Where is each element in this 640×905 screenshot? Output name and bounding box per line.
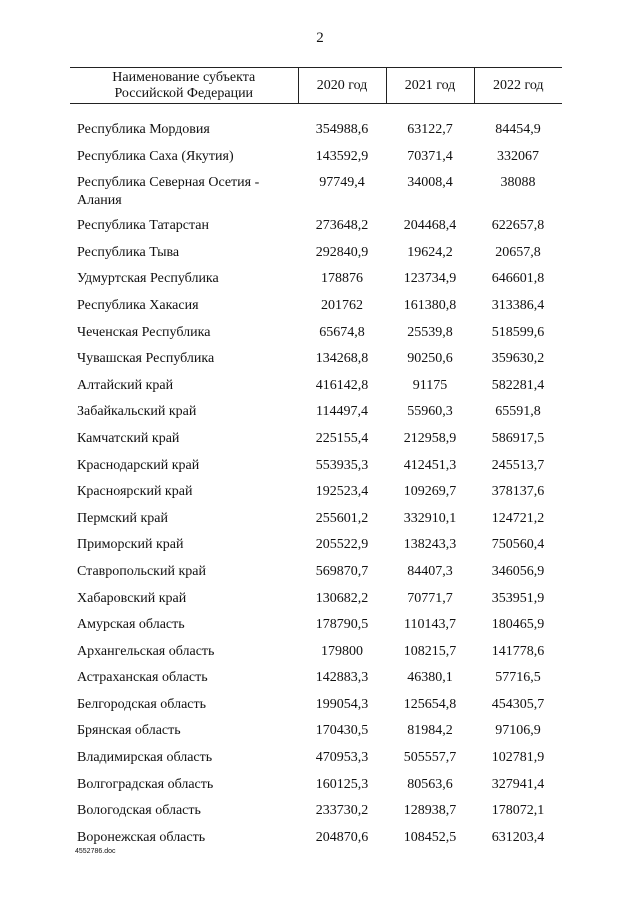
value-2022-cell: 353951,9 bbox=[491, 590, 545, 606]
value-2020-cell: 160125,3 bbox=[315, 776, 369, 792]
table-row bbox=[70, 640, 562, 667]
value-2020-cell: 178876 bbox=[321, 271, 363, 287]
table-row bbox=[70, 427, 562, 454]
value-2021-cell: 46380,1 bbox=[407, 670, 453, 686]
value-2020-cell: 569870,7 bbox=[315, 563, 369, 579]
region-name-cell: Республика Хакасия bbox=[77, 297, 199, 313]
value-2022-cell: 582281,4 bbox=[491, 377, 545, 393]
value-2021-cell: 125654,8 bbox=[403, 696, 457, 712]
table-row bbox=[70, 560, 562, 587]
value-2022-cell: 622657,8 bbox=[491, 218, 545, 234]
value-2021-cell: 161380,8 bbox=[403, 297, 457, 313]
table-body bbox=[70, 104, 562, 853]
value-2021-cell: 412451,3 bbox=[403, 457, 457, 473]
table-row bbox=[70, 267, 562, 294]
region-name-cell: Владимирская область bbox=[77, 750, 213, 766]
value-2021-cell: 90250,6 bbox=[407, 351, 453, 367]
region-name-cell: Амурская область bbox=[77, 617, 185, 633]
value-2020-cell: 143592,9 bbox=[315, 148, 369, 164]
value-2022-cell: 180465,9 bbox=[491, 617, 545, 633]
value-2022-cell: 245513,7 bbox=[491, 457, 545, 473]
value-2020-cell: 199054,3 bbox=[315, 696, 369, 712]
value-2021-cell: 25539,8 bbox=[407, 324, 453, 340]
table-row bbox=[70, 773, 562, 800]
table-row bbox=[70, 587, 562, 614]
table-row bbox=[70, 507, 562, 534]
region-name-cell: Алтайский край bbox=[77, 377, 174, 393]
value-2020-cell: 130682,2 bbox=[315, 590, 369, 606]
value-2020-cell: 273648,2 bbox=[315, 218, 369, 234]
value-2020-cell: 97749,4 bbox=[319, 175, 365, 191]
value-2022-cell: 750560,4 bbox=[491, 537, 545, 553]
region-name-cell: Воронежская область bbox=[77, 829, 206, 845]
table-row bbox=[70, 214, 562, 241]
value-2020-cell: 292840,9 bbox=[315, 244, 369, 260]
header-year-2020: 2020 год bbox=[298, 68, 386, 104]
value-2021-cell: 70371,4 bbox=[407, 148, 453, 164]
value-2022-cell: 327941,4 bbox=[491, 776, 545, 792]
value-2022-cell: 124721,2 bbox=[491, 510, 545, 526]
value-2021-cell: 123734,9 bbox=[403, 271, 457, 287]
value-2020-cell: 134268,8 bbox=[315, 351, 369, 367]
region-name-cell: Белгородская область bbox=[77, 696, 207, 712]
value-2022-cell: 631203,4 bbox=[491, 829, 545, 845]
table-row bbox=[70, 746, 562, 773]
region-name-cell: Республика Тыва bbox=[77, 244, 180, 260]
region-name-cell: Удмуртская Республика bbox=[77, 271, 219, 287]
value-2022-cell: 332067 bbox=[497, 148, 539, 164]
region-name-cell: Хабаровский край bbox=[77, 590, 187, 606]
table-row bbox=[70, 294, 562, 321]
region-name-cell: Чувашская Республика bbox=[77, 351, 215, 367]
value-2022-cell: 102781,9 bbox=[491, 750, 545, 766]
page-number: 2 bbox=[316, 30, 324, 46]
table-row bbox=[70, 613, 562, 640]
region-name-cell: Республика Саха (Якутия) bbox=[77, 148, 234, 164]
value-2021-cell: 81984,2 bbox=[407, 723, 453, 739]
value-2020-cell: 553935,3 bbox=[315, 457, 369, 473]
header-year-2021: 2021 год bbox=[386, 68, 474, 104]
value-2021-cell: 34008,4 bbox=[407, 175, 453, 191]
value-2020-cell: 192523,4 bbox=[315, 484, 369, 500]
region-name-cell: Республика Северная Осетия - Алания bbox=[77, 175, 260, 209]
region-name-cell: Архангельская область bbox=[77, 643, 215, 659]
value-2022-cell: 359630,2 bbox=[491, 351, 545, 367]
region-name-cell: Краснодарский край bbox=[77, 457, 200, 473]
table-row bbox=[70, 454, 562, 481]
value-2020-cell: 225155,4 bbox=[315, 430, 369, 446]
region-name-cell: Брянская область bbox=[77, 723, 181, 739]
table-row bbox=[70, 118, 562, 145]
document-id: 4552786.doc bbox=[75, 848, 116, 855]
value-2021-cell: 80563,6 bbox=[407, 776, 453, 792]
value-2022-cell: 84454,9 bbox=[495, 122, 541, 137]
value-2021-cell: 91175 bbox=[412, 377, 448, 393]
value-2022-cell: 20657,8 bbox=[495, 244, 541, 260]
value-2020-cell: 201762 bbox=[321, 297, 363, 313]
value-2022-cell: 586917,5 bbox=[491, 430, 545, 446]
table-row bbox=[70, 241, 562, 268]
region-name-cell: Вологодская область bbox=[77, 803, 201, 819]
table-row bbox=[70, 145, 562, 172]
value-2020-cell: 114497,4 bbox=[316, 404, 368, 420]
region-name-cell: Волгоградская область bbox=[77, 776, 214, 792]
region-name-cell: Ставропольский край bbox=[77, 563, 206, 579]
value-2021-cell: 19624,2 bbox=[407, 244, 453, 260]
table-row bbox=[70, 171, 562, 214]
header-region-line1: Наименование субъекта bbox=[112, 69, 256, 85]
value-2022-cell: 518599,6 bbox=[491, 324, 545, 340]
table-row bbox=[70, 347, 562, 374]
table-row bbox=[70, 480, 562, 507]
value-2021-cell: 204468,4 bbox=[403, 218, 457, 234]
value-2020-cell: 170430,5 bbox=[315, 723, 369, 739]
value-2020-cell: 233730,2 bbox=[315, 803, 369, 819]
value-2020-cell: 470953,3 bbox=[315, 750, 369, 766]
value-2022-cell: 346056,9 bbox=[491, 563, 545, 579]
table-row bbox=[70, 400, 562, 427]
value-2021-cell: 63122,7 bbox=[407, 122, 453, 137]
value-2020-cell: 65674,8 bbox=[319, 324, 365, 340]
value-2022-cell: 378137,6 bbox=[491, 484, 545, 500]
header-region-name bbox=[70, 68, 298, 104]
value-2021-cell: 55960,3 bbox=[407, 404, 453, 420]
header-region-line2: Российской Федерации bbox=[114, 85, 254, 101]
region-name-cell: Камчатский край bbox=[77, 430, 180, 446]
region-name-cell: Астраханская область bbox=[77, 670, 208, 686]
table-row bbox=[70, 799, 562, 826]
value-2021-cell: 505557,7 bbox=[403, 750, 457, 766]
value-2021-cell: 212958,9 bbox=[403, 430, 457, 446]
value-2021-cell: 108452,5 bbox=[403, 829, 457, 845]
region-name-cell: Пермский край bbox=[77, 510, 168, 526]
value-2022-cell: 454305,7 bbox=[491, 696, 545, 712]
value-2022-cell: 313386,4 bbox=[491, 297, 545, 313]
value-2021-cell: 108215,7 bbox=[403, 643, 457, 659]
header-year-2022: 2022 год bbox=[474, 68, 562, 104]
region-name-cell: Республика Мордовия bbox=[77, 122, 210, 137]
value-2020-cell: 204870,6 bbox=[315, 829, 369, 845]
value-2020-cell: 178790,5 bbox=[315, 617, 369, 633]
value-2022-cell: 97106,9 bbox=[495, 723, 541, 739]
value-2022-cell: 65591,8 bbox=[495, 404, 541, 420]
table-row bbox=[70, 321, 562, 348]
value-2020-cell: 354988,6 bbox=[315, 122, 369, 137]
value-2021-cell: 332910,1 bbox=[403, 510, 457, 526]
value-2020-cell: 142883,3 bbox=[315, 670, 369, 686]
value-2021-cell: 110143,7 bbox=[404, 617, 456, 633]
region-name-cell: Красноярский край bbox=[77, 484, 193, 500]
region-name-cell: Забайкальский край bbox=[77, 404, 197, 420]
value-2022-cell: 646601,8 bbox=[491, 271, 545, 287]
table-row bbox=[70, 374, 562, 401]
table-row bbox=[70, 666, 562, 693]
value-2020-cell: 416142,8 bbox=[315, 377, 369, 393]
region-name-cell: Приморский край bbox=[77, 537, 184, 553]
value-2021-cell: 70771,7 bbox=[407, 590, 453, 606]
value-2022-cell: 57716,5 bbox=[495, 670, 541, 686]
region-name-cell: Республика Татарстан bbox=[77, 218, 210, 234]
table-spacer bbox=[70, 104, 562, 119]
value-2020-cell: 179800 bbox=[321, 643, 363, 659]
value-2020-cell: 255601,2 bbox=[315, 510, 369, 526]
value-2022-cell: 141778,6 bbox=[491, 643, 545, 659]
region-name-cell: Чеченская Республика bbox=[77, 324, 211, 340]
value-2021-cell: 84407,3 bbox=[407, 563, 453, 579]
value-2022-cell: 38088 bbox=[500, 175, 536, 191]
budget-table bbox=[70, 67, 562, 852]
value-2020-cell: 205522,9 bbox=[315, 537, 369, 553]
table-row bbox=[70, 719, 562, 746]
value-2021-cell: 128938,7 bbox=[403, 803, 457, 819]
table-header bbox=[70, 68, 562, 104]
value-2021-cell: 138243,3 bbox=[403, 537, 457, 553]
value-2022-cell: 178072,1 bbox=[491, 803, 545, 819]
table-row bbox=[70, 693, 562, 720]
table-row bbox=[70, 826, 562, 853]
value-2021-cell: 109269,7 bbox=[403, 484, 457, 500]
table-row bbox=[70, 533, 562, 560]
